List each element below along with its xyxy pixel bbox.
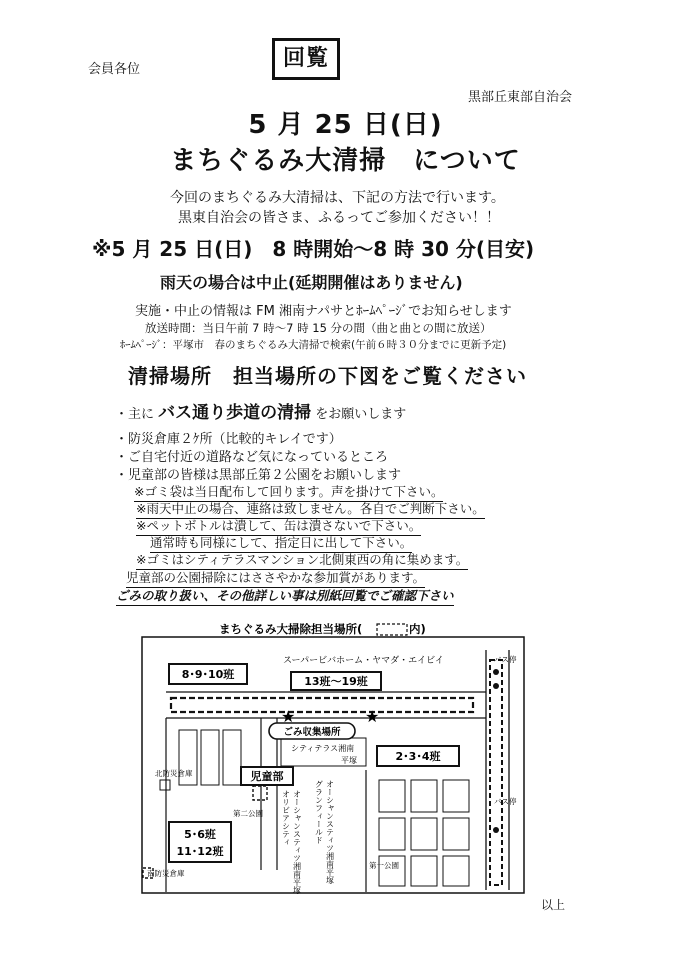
circulation-stamp: 回覧	[272, 38, 340, 80]
group-label: 2･3･4班	[395, 750, 441, 763]
intro-line-2: 黒東自治会の皆さま、ふるってご参加ください！！	[178, 210, 500, 226]
note-item: ※ペットボトルは潰して、缶は潰さないで下さい。	[136, 516, 421, 536]
organization-name: 黒部丘東部自治会	[468, 90, 573, 105]
block	[201, 730, 219, 785]
schedule: ※5 月 25 日(日) 8 時開始～8 時 30 分(目安)	[92, 237, 535, 261]
rain-notice: 雨天の場合は中止(延期開催はありません)	[160, 273, 463, 292]
building-label: グランフィールド	[314, 780, 324, 844]
building-label: シティテラス湘南	[291, 744, 355, 753]
block	[223, 730, 241, 785]
legend-dashed-box	[377, 624, 407, 635]
addressee: 会員各位	[88, 62, 141, 77]
storage-label: 北防災倉庫	[155, 769, 193, 778]
request-main: バス通り歩道の清掃	[158, 403, 312, 423]
bus-stop-marker	[493, 827, 499, 833]
park-label: 第一公園	[369, 861, 399, 870]
group-label: 5･6班	[184, 828, 216, 841]
cleanup-area-map	[141, 620, 526, 895]
info-line-3: ﾎｰﾑﾍﾟｰｼﾞ：平塚市 春のまちぐるみ大清掃で検索(午前６時３０分までに更新予定)	[120, 339, 507, 351]
bullet-item: ・児童部の皆様は黒部丘第２公園をお願いします	[115, 468, 402, 483]
storage-label: 南防災倉庫	[147, 869, 185, 878]
store-label: スーパービバホーム・ヤマダ・エイビイ	[283, 656, 444, 666]
park-marker	[253, 786, 267, 800]
block	[379, 818, 405, 850]
block	[379, 780, 405, 812]
group-label: 11･12班	[176, 845, 224, 858]
bullet-item: ・ご自宅付近の道路など気になっているところ	[115, 450, 389, 465]
block	[443, 780, 469, 812]
storage-marker	[160, 780, 170, 790]
main-request	[115, 398, 406, 423]
block	[411, 856, 437, 886]
map-title: まちぐるみ大掃除担当場所(	[219, 622, 363, 636]
block	[443, 856, 469, 886]
info-line-1: 実施・中止の情報は FM 湘南ナパサとﾎｰﾑﾍﾟｰｼﾞでお知らせします	[135, 304, 512, 319]
collection-star-icon: ★	[365, 707, 380, 726]
map-title-end: 内)	[409, 622, 426, 636]
building-label: オリビアシティ	[281, 790, 291, 846]
building-label: 平塚	[341, 756, 357, 765]
group-label: 13班～19班	[304, 675, 368, 688]
note-item: 通常時も同様にして、指定日に出して下さい。	[150, 533, 412, 553]
note-item: 児童部の公園掃除にはささやかな参加賞があります。	[126, 568, 425, 588]
bus-stop-marker	[493, 669, 499, 675]
east-sidewalk	[490, 660, 502, 885]
children-label: 児童部	[250, 770, 284, 783]
intro-line-1: 今回のまちぐるみ大清掃は、下記の方法で行います。	[170, 190, 505, 206]
bullet-item: ・防災倉庫２ｹ所（比較的キレイです）	[115, 432, 342, 447]
group-label: 8･9･10班	[181, 668, 235, 681]
bus-street-sidewalk	[171, 698, 473, 712]
closing-mark: 以上	[541, 898, 566, 912]
request-prefix: ・主に	[115, 407, 155, 422]
note-item: ※ゴミはシティテラスマンション北側東西の角に集めます。	[136, 550, 468, 570]
block	[411, 780, 437, 812]
collection-point-label: ごみ収集場所	[283, 727, 341, 738]
note-item: ※ゴミ袋は当日配布して回ります。声を掛けて下さい。	[134, 482, 443, 502]
info-line-2: 放送時間：当日午前 7 時～7 時 15 分の間（曲と曲との間に放送）	[145, 321, 492, 335]
note-item: ※雨天中止の場合、連絡は致しません。各自でご判断下さい。	[136, 499, 485, 519]
event-date: 5 月 25 日(日)	[248, 110, 443, 140]
block	[411, 818, 437, 850]
note-item: ごみの取り扱い、その他詳しい事は別紙回覧でご確認下さい	[116, 586, 454, 606]
building-label: オーシャンスティツ湘南平塚	[292, 790, 302, 894]
collection-star-icon: ★	[281, 707, 296, 726]
request-suffix: をお願いします	[315, 407, 407, 422]
bus-stop-marker	[493, 683, 499, 689]
park-label: 第二公園	[233, 809, 263, 818]
document-title: まちぐるみ大清掃 について	[170, 146, 521, 176]
place-heading: 清掃場所 担当場所の下図をご覧ください	[128, 364, 527, 388]
bus-stop-label: バス停	[494, 797, 517, 806]
block	[443, 818, 469, 850]
bus-stop-label: バス停	[494, 655, 517, 664]
building-label: オーシャンスティツ湘南平塚	[325, 780, 335, 884]
